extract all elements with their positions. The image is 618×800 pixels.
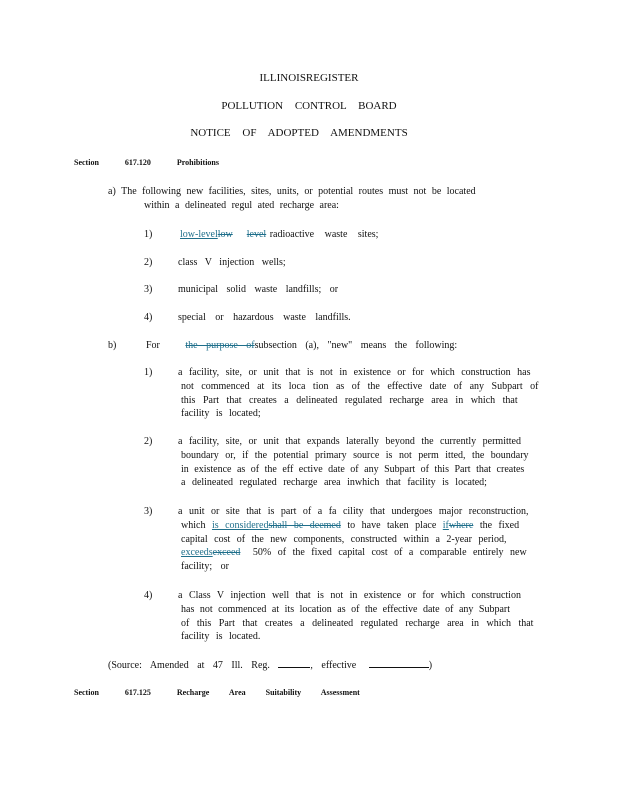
a-item-4 — [144, 311, 351, 324]
b-intro-deleted: the purpose of — [185, 340, 255, 351]
b-item-4-line2: has not commenced at its location as of the effective date of any Subpart — [181, 604, 510, 615]
section-title: Prohibitions — [176, 158, 219, 167]
b-item-3-line2 — [181, 519, 519, 532]
b-item-3-inserted-2: if — [442, 520, 449, 531]
a-item-2 — [144, 256, 286, 269]
subsection-b-marker: b) — [108, 340, 117, 351]
section-number: 617.120 — [124, 158, 151, 167]
a-item-3-text: municipal solid waste landfills; or — [178, 284, 339, 295]
effective-date-blank — [369, 658, 429, 668]
a-item-1-deleted-1: low — [217, 229, 233, 240]
b-item-4-line4: facility is located. — [181, 631, 261, 642]
subsection-a-line2: within a delineated regul ated recharge area: — [144, 200, 339, 211]
b-item-3-line4 — [181, 546, 527, 559]
board-title: POLLUTION CONTROL BOARD — [221, 100, 397, 112]
a-item-3-number: 3) — [144, 284, 153, 295]
a-item-4-number: 4) — [144, 312, 153, 323]
b-item-3-line5: facility; or — [181, 561, 229, 572]
b-item-2-number: 2) — [144, 436, 153, 447]
b-item-4-line3: of this Part that creates a delineated regulated recharge area in which that — [181, 618, 534, 629]
b-item-1-line1: a facility, site, or unit that is not in existence or for which construction has — [178, 367, 531, 378]
a-item-3 — [144, 283, 339, 296]
section-heading-125 — [74, 688, 360, 697]
subsection-a-line1: a) The following new facilities, sites, units, or potential routes must not be located — [108, 186, 476, 197]
notice-title: NOTICE OF ADOPTED AMENDMENTS — [190, 127, 408, 139]
a-item-1-inserted: low-level — [180, 229, 218, 240]
b-item-4-line1: a Class V injection well that is not in existence or for which construction — [178, 590, 521, 601]
b-item-3-line2-mid: to have taken place — [347, 520, 437, 531]
b-item-3-line2-pre: which — [181, 520, 206, 531]
b-item-3-deleted-1: shall be deemed — [268, 520, 341, 531]
section-heading-120 — [74, 158, 219, 167]
section-label: Section — [74, 158, 99, 167]
b-intro-post: subsection (a), "new" means the following: — [254, 340, 458, 351]
register-title: ILLINOISREGISTER — [259, 72, 359, 84]
b-item-1-line2: not commenced at its loca tion as of the effective date of any Subpart of — [181, 381, 539, 392]
register-page-blank — [278, 658, 310, 668]
source-note — [108, 658, 432, 672]
b-intro-pre: For — [146, 340, 160, 351]
b-item-3-line2-post: the fixed — [479, 520, 520, 531]
b-item-3-inserted-3: exceeds — [181, 547, 213, 558]
b-item-2-line4: a delineated regulated recharge area inwhich that facility is located; — [181, 477, 487, 488]
b-item-4-number: 4) — [144, 590, 153, 601]
a-item-1 — [144, 228, 379, 241]
section-title: Recharge Area Suitability Assessment — [176, 688, 360, 697]
b-item-3-deleted-3: exceed — [212, 547, 241, 558]
a-item-2-number: 2) — [144, 257, 153, 268]
subsection-b-intro — [108, 339, 458, 352]
section-number: 617.125 — [124, 688, 151, 697]
b-item-3-inserted-1: is considered — [211, 520, 269, 531]
a-item-4-text: special or hazardous waste landfills. — [178, 312, 351, 323]
a-item-1-number: 1) — [144, 229, 153, 240]
b-item-3-deleted-2: where — [448, 520, 474, 531]
b-item-3-line3: capital cost of the new components, constructed within a 2-year period, — [181, 534, 507, 545]
b-item-2-line2: boundary or, if the potential primary source is not perm itted, the boundary — [181, 450, 529, 461]
b-item-3-number: 3) — [144, 506, 153, 517]
b-item-2-line1: a facility, site, or unit that expands laterally beyond the currently permitted — [178, 436, 521, 447]
b-item-1-line4: facility is located; — [181, 408, 261, 419]
a-item-2-text: class V injection wells; — [178, 257, 286, 268]
source-note-post: ) — [428, 660, 433, 671]
b-item-3-line4-post: 50% of the fixed capital cost of a comparable entirely new — [252, 547, 527, 558]
a-item-1-text: radioactive waste sites; — [269, 229, 379, 240]
b-item-3-line1: a unit or site that is part of a fa cility that undergoes major reconstruction, — [178, 506, 529, 517]
source-note-mid: , effective — [310, 660, 357, 671]
source-note-pre: (Source: Amended at 47 Ill. Reg. — [108, 660, 270, 671]
b-item-1-number: 1) — [144, 367, 153, 378]
b-item-2-line3: in existence as of the eff ective date of any Subpart of this Part that creates — [181, 464, 525, 475]
a-item-1-deleted-2: level — [246, 229, 267, 240]
b-item-1-line3: this Part that creates a delineated regulated recharge area in which that — [181, 395, 518, 406]
section-label: Section — [74, 688, 99, 697]
